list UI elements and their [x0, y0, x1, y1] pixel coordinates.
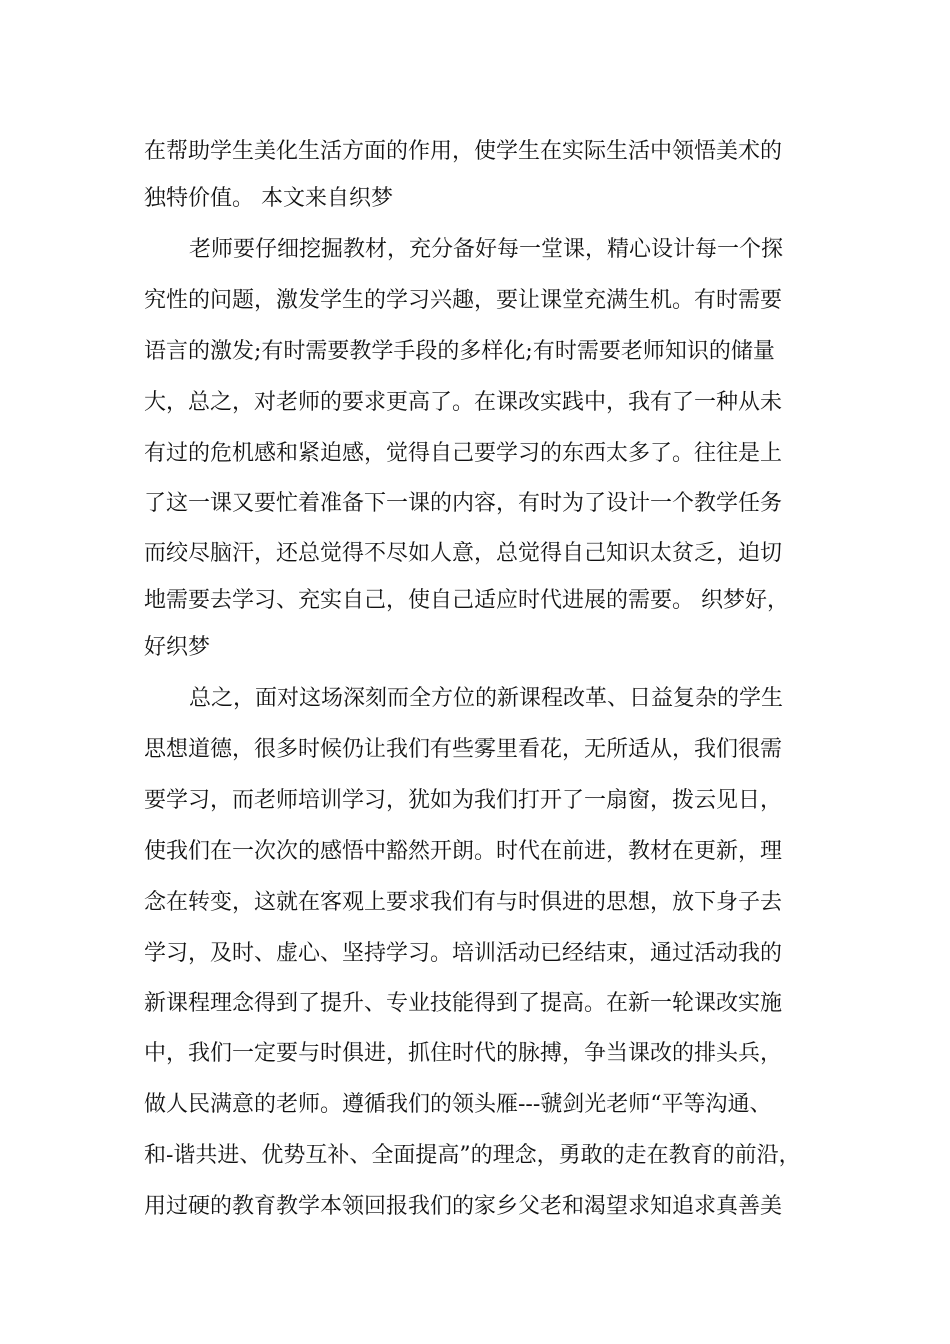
- text-line: 要学习，而老师培训学习，犹如为我们打开了一扇窗，拨云见日，: [144, 788, 783, 813]
- text-line: 学习，及时、虚心、坚持学习。培训活动已经结束，通过活动我的: [144, 941, 783, 966]
- text-line: 和-谐共进、优势互补、全面提高”的理念，勇敢的走在教育的前沿，: [144, 1143, 801, 1168]
- text-line: 了这一课又要忙着准备下一课的内容，有时为了设计一个教学任务: [144, 491, 783, 516]
- text-line: 好织梦: [144, 635, 211, 660]
- text-line: 语言的激发;有时需要教学手段的多样化;有时需要老师知识的储量: [144, 339, 775, 364]
- text-line: 在帮助学生美化生活方面的作用，使学生在实际生活中领悟美术的: [144, 139, 783, 164]
- text-line: 中，我们一定要与时俱进，抓住时代的脉搏，争当课改的排头兵，: [144, 1041, 783, 1066]
- text-line: 独特价值。 本文来自织梦: [144, 186, 393, 211]
- text-line: 有过的危机感和紧迫感，觉得自己要学习的东西太多了。往往是上: [144, 441, 783, 466]
- text-line: 念在转变，这就在客观上要求我们有与时俱进的思想，放下身子去: [144, 890, 783, 915]
- text-line: 使我们在一次次的感悟中豁然开朗。时代在前进，教材在更新，理: [144, 839, 783, 864]
- text-line: 思想道德，很多时候仍让我们有些雾里看花，无所适从，我们很需: [144, 737, 783, 762]
- text-line: 新课程理念得到了提升、专业技能得到了提高。在新一轮课改实施: [144, 991, 783, 1016]
- text-line: 做人民满意的老师。遵循我们的领头雁---虢剑光老师“平等沟通、: [144, 1092, 772, 1117]
- paragraph-first-line: 总之，面对这场深刻而全方位的新课程改革、日益复杂的学生: [189, 686, 784, 711]
- text-line: 究性的问题，激发学生的学习兴趣，要让课堂充满生机。有时需要: [144, 288, 783, 313]
- text-line: 用过硬的教育教学本领回报我们的家乡父老和渴望求知追求真善美: [144, 1194, 783, 1219]
- text-line: 大，总之，对老师的要求更高了。在课改实践中，我有了一种从未: [144, 390, 783, 415]
- paragraph-first-line: 老师要仔细挖掘教材，充分备好每一堂课，精心设计每一个探: [189, 237, 784, 262]
- text-line: 而绞尽脑汗，还总觉得不尽如人意，总觉得自己知识太贫乏，迫切: [144, 541, 783, 566]
- text-line: 地需要去学习、充实自己，使自己适应时代进展的需要。 织梦好，: [144, 588, 789, 613]
